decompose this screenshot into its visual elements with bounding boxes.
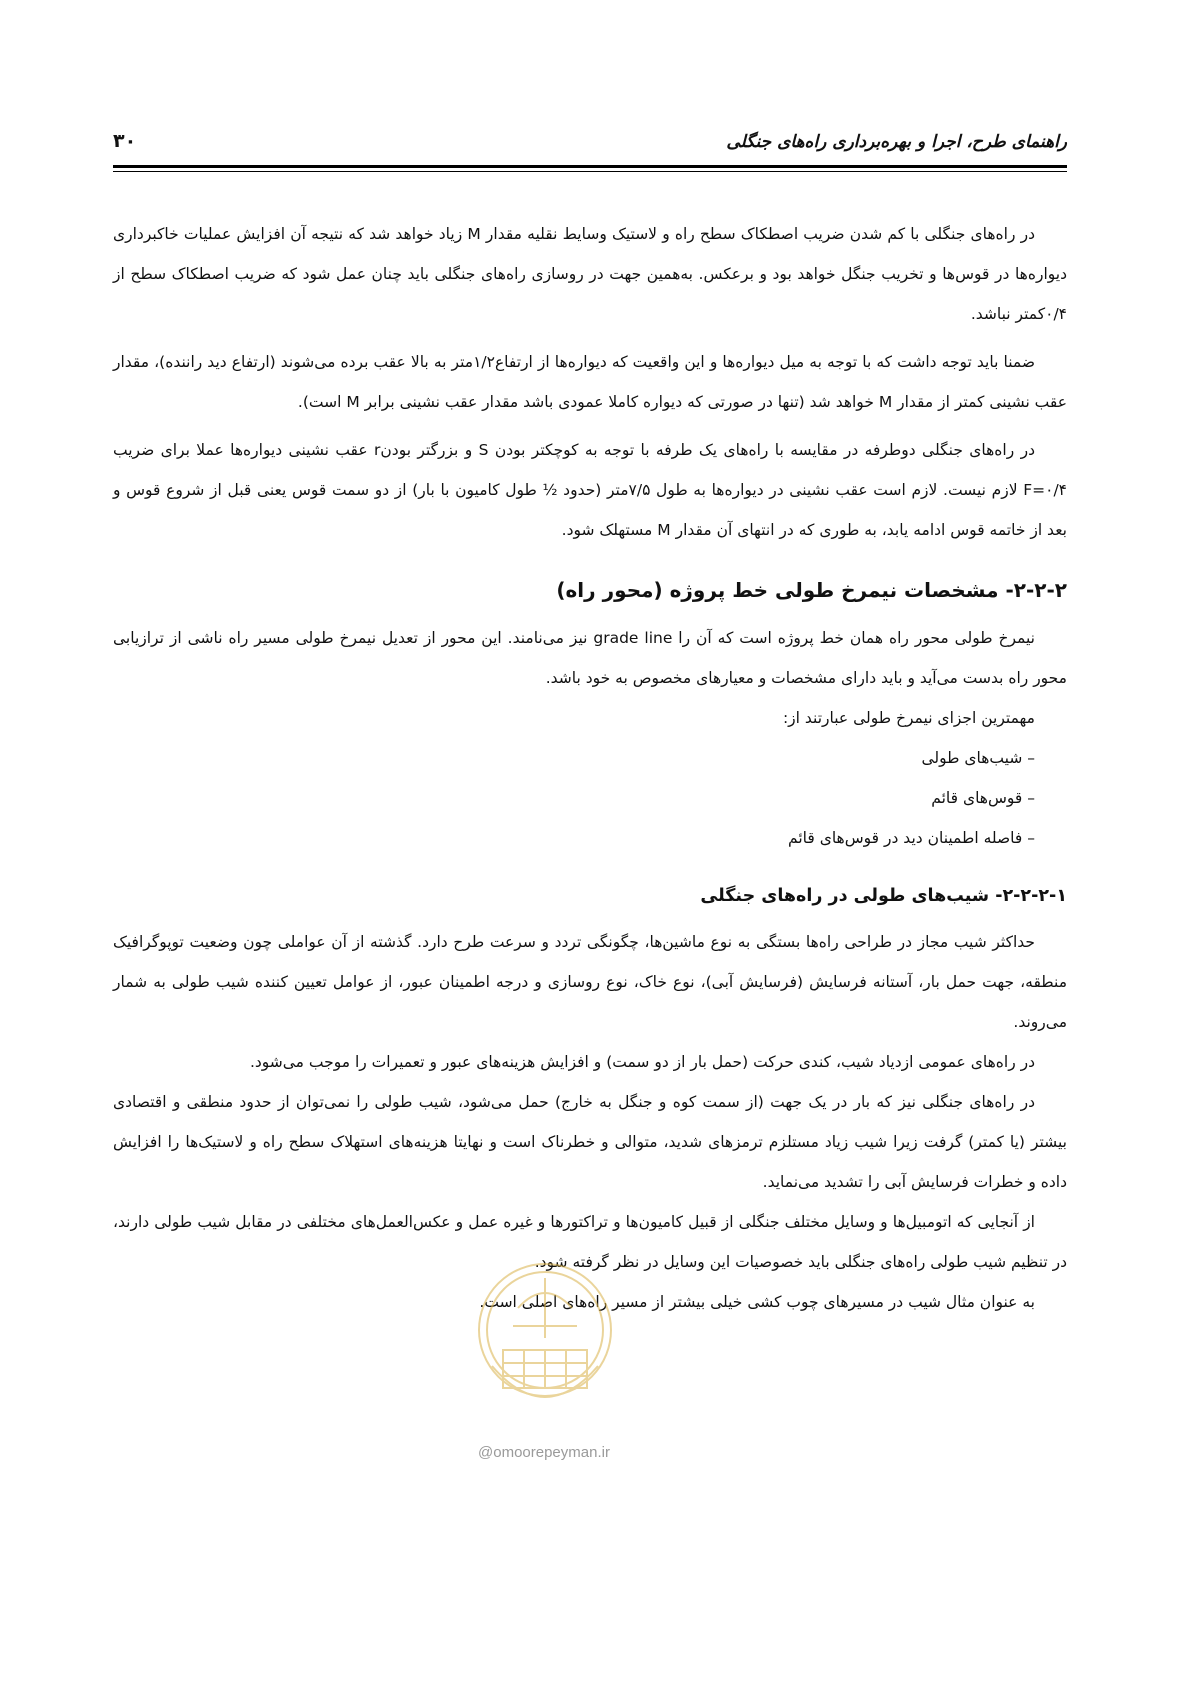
seal-logo-icon xyxy=(468,1238,623,1438)
section-heading: ۲-۲-۲- مشخصات نیمرخ طولی خط پروژه (محور راه) xyxy=(556,578,1067,602)
paragraph: در راه‌های جنگلی با کم شدن ضریب اصطکاک سطح راه و لاستیک وسایط نقلیه مقدار M زیاد خواهد شد که نتیجه آن افزایش عملیات خاکبرداری دیواره‌ها در قوس‌ها و تخریب جنگل خواهد بود و برعکس. به‌همین جهت در روسازی راه‌های جنگلی باید چنان عمل شود که ضریب اصطکاک سطح از ۰/۴کمتر نباشد. xyxy=(113,225,1067,323)
watermark-site: @omoorepeyman.ir xyxy=(478,1444,610,1461)
list-intro: مهمترین اجزای نیمرخ طولی عبارتند از: xyxy=(782,709,1035,727)
header-rule-thin xyxy=(113,171,1067,172)
paragraph: حداکثر شیب مجاز در طراحی راه‌ها بستگی به نوع ماشین‌ها، چگونگی تردد و سرعت طرح دارد. گذشته از آن عواملی چون وضعیت توپوگرافیک منطقه، جهت حمل بار، آستانه فرسایش (فرسایش آبی)، نوع خاک، نوع روسازی و درجه اطمینان عبور، از عوامل تعیین کننده شیب طولی به شمار می‌روند. xyxy=(113,933,1067,1031)
list-item: – شیب‌های طولی xyxy=(921,749,1035,767)
paragraph: در راه‌های جنگلی نیز که بار در یک جهت (از سمت کوه و جنگل به خارج) حمل می‌شود، شیب طولی را نمی‌توان از حدود منطقی و اقتصادی بیشتر (یا کمتر) گرفت زیرا شیب زیاد مستلزم ترمزهای شدید، متوالی و خطرناک است و نهایتا هزینه‌های استهلاک سطح راه و لاستیک‌ها را افزایش داده و خطرات فرسایش آبی را تشدید می‌نماید. xyxy=(113,1093,1067,1191)
paragraph: نیمرخ طولی محور راه همان خط پروژه است که آن را grade line نیز می‌نامند. این محور از تعدیل نیمرخ طولی مسیر راه ناشی از ترازیابی محور راه بدست می‌آید و باید دارای مشخصات و معیارهای مخصوص به خود باشد. xyxy=(113,629,1067,687)
paragraph: در راه‌های جنگلی دوطرفه در مقایسه با راه‌های یک طرفه با توجه به کوچکتر بودن S و بزرگتر بودنr عقب نشینی دیواره‌ها عملا برای ضریب F=۰/۴ لازم نیست. لازم است عقب نشینی در دیواره‌ها به طول ۷/۵متر (حدود ½ طول کامیون با بار) از دو سمت قوس یعنی قبل از شروع قوس و بعد از خاتمه قوس ادامه یابد، به طوری که در انتهای آن مقدار M مستهلک شود. xyxy=(113,441,1067,539)
subsection-heading: ۲-۲-۲-۱- شیب‌های طولی در راه‌های جنگلی xyxy=(700,886,1067,906)
component-list xyxy=(113,738,1067,858)
running-title: راهنمای طرح، اجرا و بهره‌برداری راه‌های جنگلی xyxy=(726,132,1067,152)
paragraph: به عنوان مثال شیب در مسیرهای چوب کشی خیلی بیشتر از مسیر راه‌های اصلی است. xyxy=(479,1293,1035,1311)
page-number: ۳۰ xyxy=(113,130,137,152)
page-header xyxy=(113,124,1067,164)
paragraph: از آنجایی که اتومبیل‌ها و وسایل مختلف جنگلی از قبیل کامیون‌ها و تراکتورها و غیره عمل و عکس‌العمل‌های مختلفی در مقابل شیب طولی دارند، در تنظیم شیب طولی راه‌های جنگلی باید خصوصیات این وسایل در نظر گرفته شود. xyxy=(113,1213,1067,1271)
paragraph: در راه‌های عمومی ازدیاد شیب، کندی حرکت (حمل بار از دو سمت) و افزایش هزینه‌های عبور و تعمیرات را موجب می‌شود. xyxy=(249,1053,1035,1071)
list-item: – قوس‌های قائم xyxy=(931,789,1035,807)
header-rule xyxy=(113,165,1067,168)
list-item: – فاصله اطمینان دید در قوس‌های قائم xyxy=(788,829,1035,847)
paragraph: ضمنا باید توجه داشت که با توجه به میل دیواره‌ها و این واقعیت که دیواره‌ها از ارتفاع۱/۲متر به بالا عقب برده می‌شوند (ارتفاع دید راننده)، مقدار عقب نشینی کمتر از مقدار M خواهد شد (تنها در صورتی که دیواره کاملا عمودی باشد مقدار عقب نشینی برابر M است). xyxy=(113,353,1067,411)
page-body xyxy=(113,214,1067,1322)
